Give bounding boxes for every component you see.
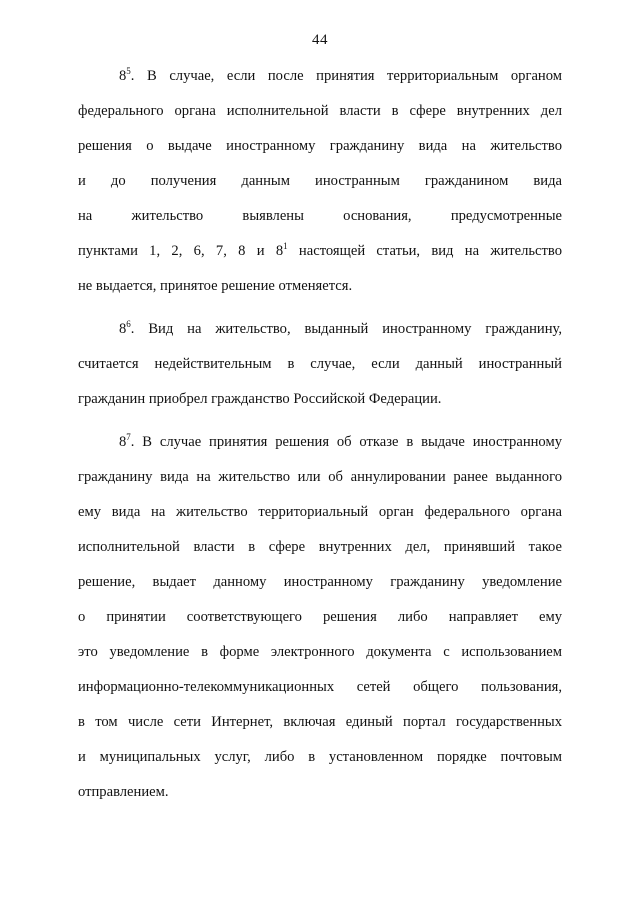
text-line: не выдается, принятое решение отменяется. xyxy=(78,278,353,294)
text-line: и муниципальных услуг, либо в установленном порядке почтовым xyxy=(78,749,562,765)
text-line: это уведомление в форме электронного документа с использованием xyxy=(78,644,562,660)
text-line: гражданин приобрел гражданство Российской Федерации. xyxy=(78,391,442,407)
text-line xyxy=(78,425,562,460)
paragraph-8-6 xyxy=(78,312,562,417)
text-line: гражданину вида на жительство или об аннулировании ранее выданного xyxy=(78,469,562,485)
clause-number: 8 xyxy=(119,68,127,84)
clause-number: 8 xyxy=(119,434,127,450)
text-line: исполнительной власти в сфере внутренних дел, принявший такое xyxy=(78,539,562,555)
text-line xyxy=(78,59,562,94)
paragraph-8-5 xyxy=(78,59,562,304)
document-body xyxy=(78,59,562,810)
text-line: в том числе сети Интернет, включая единый портал государственных xyxy=(78,714,562,730)
text-line-content: . В случае принятия решения об отказе в выдаче иностранному xyxy=(130,434,562,450)
clause-number: 8 xyxy=(119,321,127,337)
clause-superscript: 1 xyxy=(283,241,288,251)
text-line: отправлением. xyxy=(78,784,169,800)
text-line: считается недействительным в случае, если данный иностранный xyxy=(78,356,562,372)
text-line xyxy=(78,312,562,347)
text-line: решения о выдаче иностранному гражданину вида на жительство xyxy=(78,138,562,154)
text-line xyxy=(78,234,562,269)
text-line-content: пунктами 1, 2, 6, 7, 8 и 8 xyxy=(78,243,284,259)
page-number: 44 xyxy=(312,32,328,48)
text-line: информационно-телекоммуникационных сетей общего пользования, xyxy=(78,679,562,695)
text-line: решение, выдает данному иностранному гражданину уведомление xyxy=(78,574,562,590)
clause-superscript: 6 xyxy=(126,319,131,329)
text-line-content: . В случае, если после принятия территориальным органом xyxy=(130,68,562,84)
text-line: о принятии соответствующего решения либо направляет ему xyxy=(78,609,562,625)
text-line: на жительство выявлены основания, предусмотренные xyxy=(78,208,562,224)
text-line: федерального органа исполнительной власти в сфере внутренних дел xyxy=(78,103,562,119)
clause-superscript: 5 xyxy=(126,66,131,76)
text-line-content: . Вид на жительство, выданный иностранному гражданину, xyxy=(130,321,562,337)
paragraph-gap xyxy=(78,417,562,425)
text-line-content: настоящей статьи, вид на жительство xyxy=(287,243,562,259)
paragraph-8-7 xyxy=(78,425,562,810)
text-line: ему вида на жительство территориальный орган федерального органа xyxy=(78,504,562,520)
paragraph-gap xyxy=(78,304,562,312)
clause-superscript: 7 xyxy=(126,432,131,442)
text-line: и до получения данным иностранным гражданином вида xyxy=(78,173,562,189)
